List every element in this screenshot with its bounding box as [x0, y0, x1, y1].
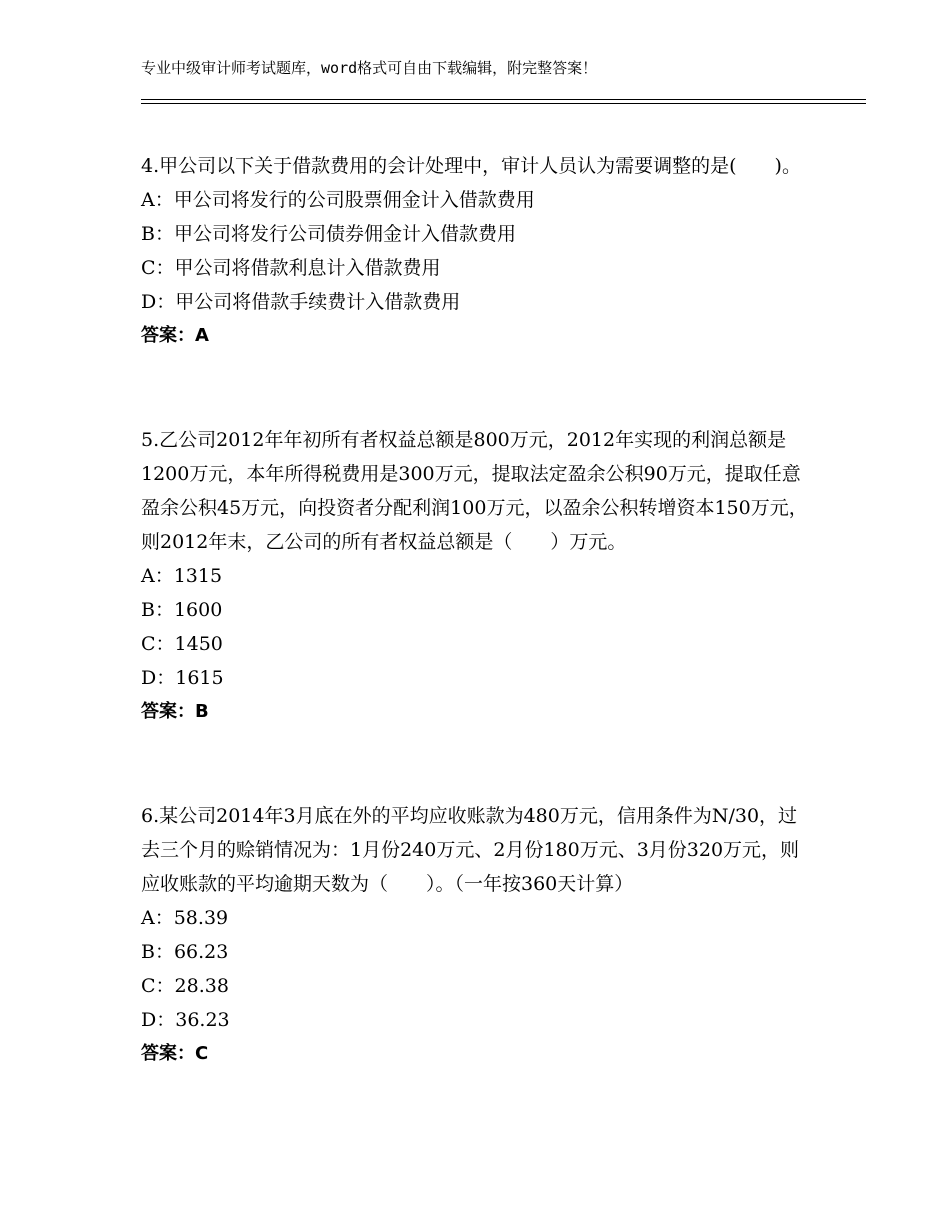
option-b: B：66.23: [141, 941, 229, 963]
answer-line: 答案：A: [141, 325, 209, 346]
option-b: B：1600: [141, 599, 223, 621]
option-c: C：1450: [141, 633, 223, 655]
option-a: A：1315: [141, 565, 223, 587]
option-a: A：甲公司将发行的公司股票佣金计入借款费用: [141, 189, 535, 211]
option-d: D：甲公司将借款手续费计入借款费用: [141, 291, 461, 313]
option-c: C：28.38: [141, 975, 229, 997]
question-5: [141, 423, 811, 729]
page-header: 专业中级审计师考试题库，word格式可自由下载编辑，附完整答案！: [141, 59, 598, 77]
header-rule-top: [141, 99, 866, 100]
option-c: C：甲公司将借款利息计入借款费用: [141, 257, 441, 279]
question-stem: 4.甲公司以下关于借款费用的会计处理中，审计人员认为需要调整的是( )。: [141, 155, 801, 177]
option-a: A：58.39: [141, 907, 229, 929]
option-b: B：甲公司将发行公司债券佣金计入借款费用: [141, 223, 516, 245]
answer-line: 答案：C: [141, 1043, 209, 1064]
option-d: D：1615: [141, 667, 224, 689]
answer-line: 答案：B: [141, 701, 209, 722]
question-4: [141, 149, 811, 353]
header-rule-bottom: [141, 103, 866, 104]
question-stem: 5.乙公司2012年年初所有者权益总额是800万元，2012年实现的利润总额是1200万元，本年所得税费用是300万元，提取法定盈余公积90万元，提取任意盈余公积45万元，向投资者分配利润100万元，以盈余公积转增资本150万元，则2012年末，乙公司的所有者权益总额是（ ）万元。: [141, 429, 808, 553]
option-d: D：36.23: [141, 1009, 230, 1031]
question-stem: 6.某公司2014年3月底在外的平均应收账款为480万元，信用条件为N/30，过去三个月的赊销情况为：1月份240万元、2月份180万元、3月份320万元，则应收账款的平均逾期天数为（ ）。（一年按360天计算）: [141, 805, 800, 895]
question-6: [141, 799, 811, 1071]
